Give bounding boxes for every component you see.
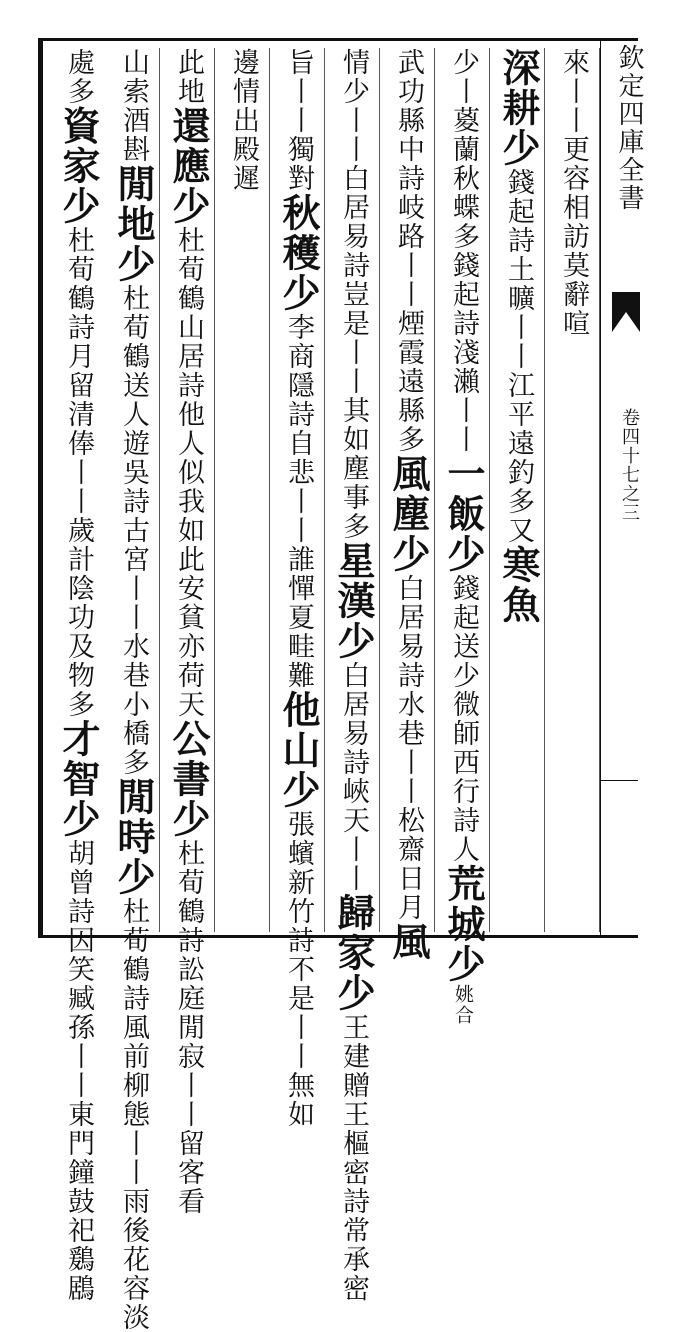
- text-column: [326, 48, 380, 1303]
- entry-heading: 一飯少: [441, 454, 486, 574]
- entry-text: 獨對: [283, 135, 314, 193]
- text-column: [546, 48, 600, 932]
- entry-text: 少丨葼蘭秋蝶多: [448, 48, 479, 251]
- column-text: [271, 48, 325, 1129]
- entry-text: 此地: [173, 48, 204, 106]
- volume-label: 卷四十七之三: [619, 408, 640, 522]
- entry-heading: 寒魚: [496, 545, 541, 625]
- entry-heading: 歸家少: [331, 893, 376, 1013]
- fishtail-mark: [612, 292, 640, 332]
- entry-text: 姚合: [452, 984, 474, 1026]
- entry-text: 武功縣中詩岐路丨丨煙霞遠縣多: [393, 48, 424, 454]
- text-column: [106, 48, 160, 1332]
- entry-text: 白居易詩豈是丨丨其如塵事多: [338, 164, 369, 541]
- entry-heading: 他山少: [276, 690, 321, 810]
- entry-heading: 才智少: [56, 719, 101, 839]
- entry-text: 來丨丨更容相訪莫辭喧: [558, 48, 589, 338]
- entry-text: 胡曾詩因笑臧孫丨丨東門鐘鼓祀鶢鶋: [63, 839, 94, 1303]
- entry-text: 白居易詩峽天丨丨: [338, 661, 369, 893]
- entry-text: 錢起詩淺瀨丨丨: [448, 251, 479, 454]
- entry-text: 杜荀鶴詩訟庭閒寂丨丨留客看: [173, 839, 204, 1216]
- entry-heading: 荒城少: [441, 864, 486, 984]
- entry-heading: 秋穫少: [276, 193, 321, 313]
- entry-text: 錢起詩土曠丨丨江平遠釣多又: [503, 168, 534, 545]
- entry-heading: 閒地少: [111, 164, 156, 284]
- entry-text: 杜荀鶴送人遊吳詩古宮丨丨水巷小橋多: [118, 284, 149, 777]
- entry-heading: 星漢少: [331, 541, 376, 661]
- margin-rule: [600, 780, 638, 781]
- column-text: [51, 48, 105, 1303]
- entry-text: 杜荀鶴山居詩他人似我如此安貧亦荷天: [173, 226, 204, 719]
- entry-text: 邊情出殿遲: [228, 48, 259, 193]
- entry-heading: 閒時少: [111, 777, 156, 897]
- entry-heading: 風: [386, 922, 431, 962]
- book-title: 欽定四庫全書: [614, 44, 644, 212]
- text-column: [436, 48, 490, 1026]
- entry-text: 杜荀鶴詩風前柳態丨丨雨後花容淡: [118, 897, 149, 1332]
- entry-heading: 資家少: [56, 106, 101, 226]
- entry-text: 情少丨丨: [338, 48, 369, 164]
- text-column: [381, 48, 435, 962]
- column-text: [106, 48, 160, 1332]
- entry-text: 李商隱詩自悲丨丨誰憚夏畦難: [283, 313, 314, 690]
- entry-text: 白居易詩水巷丨丨松齋日月: [393, 574, 424, 922]
- entry-text: 杜荀鶴詩月留清俸丨丨歲計陰功及物多: [63, 226, 94, 719]
- column-text: [161, 48, 215, 1216]
- column-text: [216, 48, 270, 928]
- entry-heading: 還應少: [166, 106, 211, 226]
- entry-heading: 風塵少: [386, 454, 431, 574]
- text-column: [51, 48, 105, 1303]
- column-text: [491, 48, 545, 928]
- entry-text: 錢起送少微師西行詩人: [448, 574, 479, 864]
- text-column: [271, 48, 325, 1129]
- entry-heading: 公書少: [166, 719, 211, 839]
- entry-text: 王建贈王樞密詩常承密: [338, 1013, 369, 1303]
- column-text: [381, 48, 435, 962]
- entry-text: 張蠙新竹詩不是丨丨無如: [283, 810, 314, 1129]
- text-column: [161, 48, 215, 1216]
- entry-text: 旨丨丨: [283, 48, 314, 135]
- column-text: [546, 48, 600, 928]
- entry-text: 處多: [63, 48, 94, 106]
- entry-text: 山索酒斟: [118, 48, 149, 164]
- column-text: [436, 48, 490, 1026]
- column-text: [326, 48, 380, 1303]
- text-column: [216, 48, 270, 932]
- entry-heading: 深耕少: [496, 48, 541, 168]
- text-column: [491, 48, 545, 932]
